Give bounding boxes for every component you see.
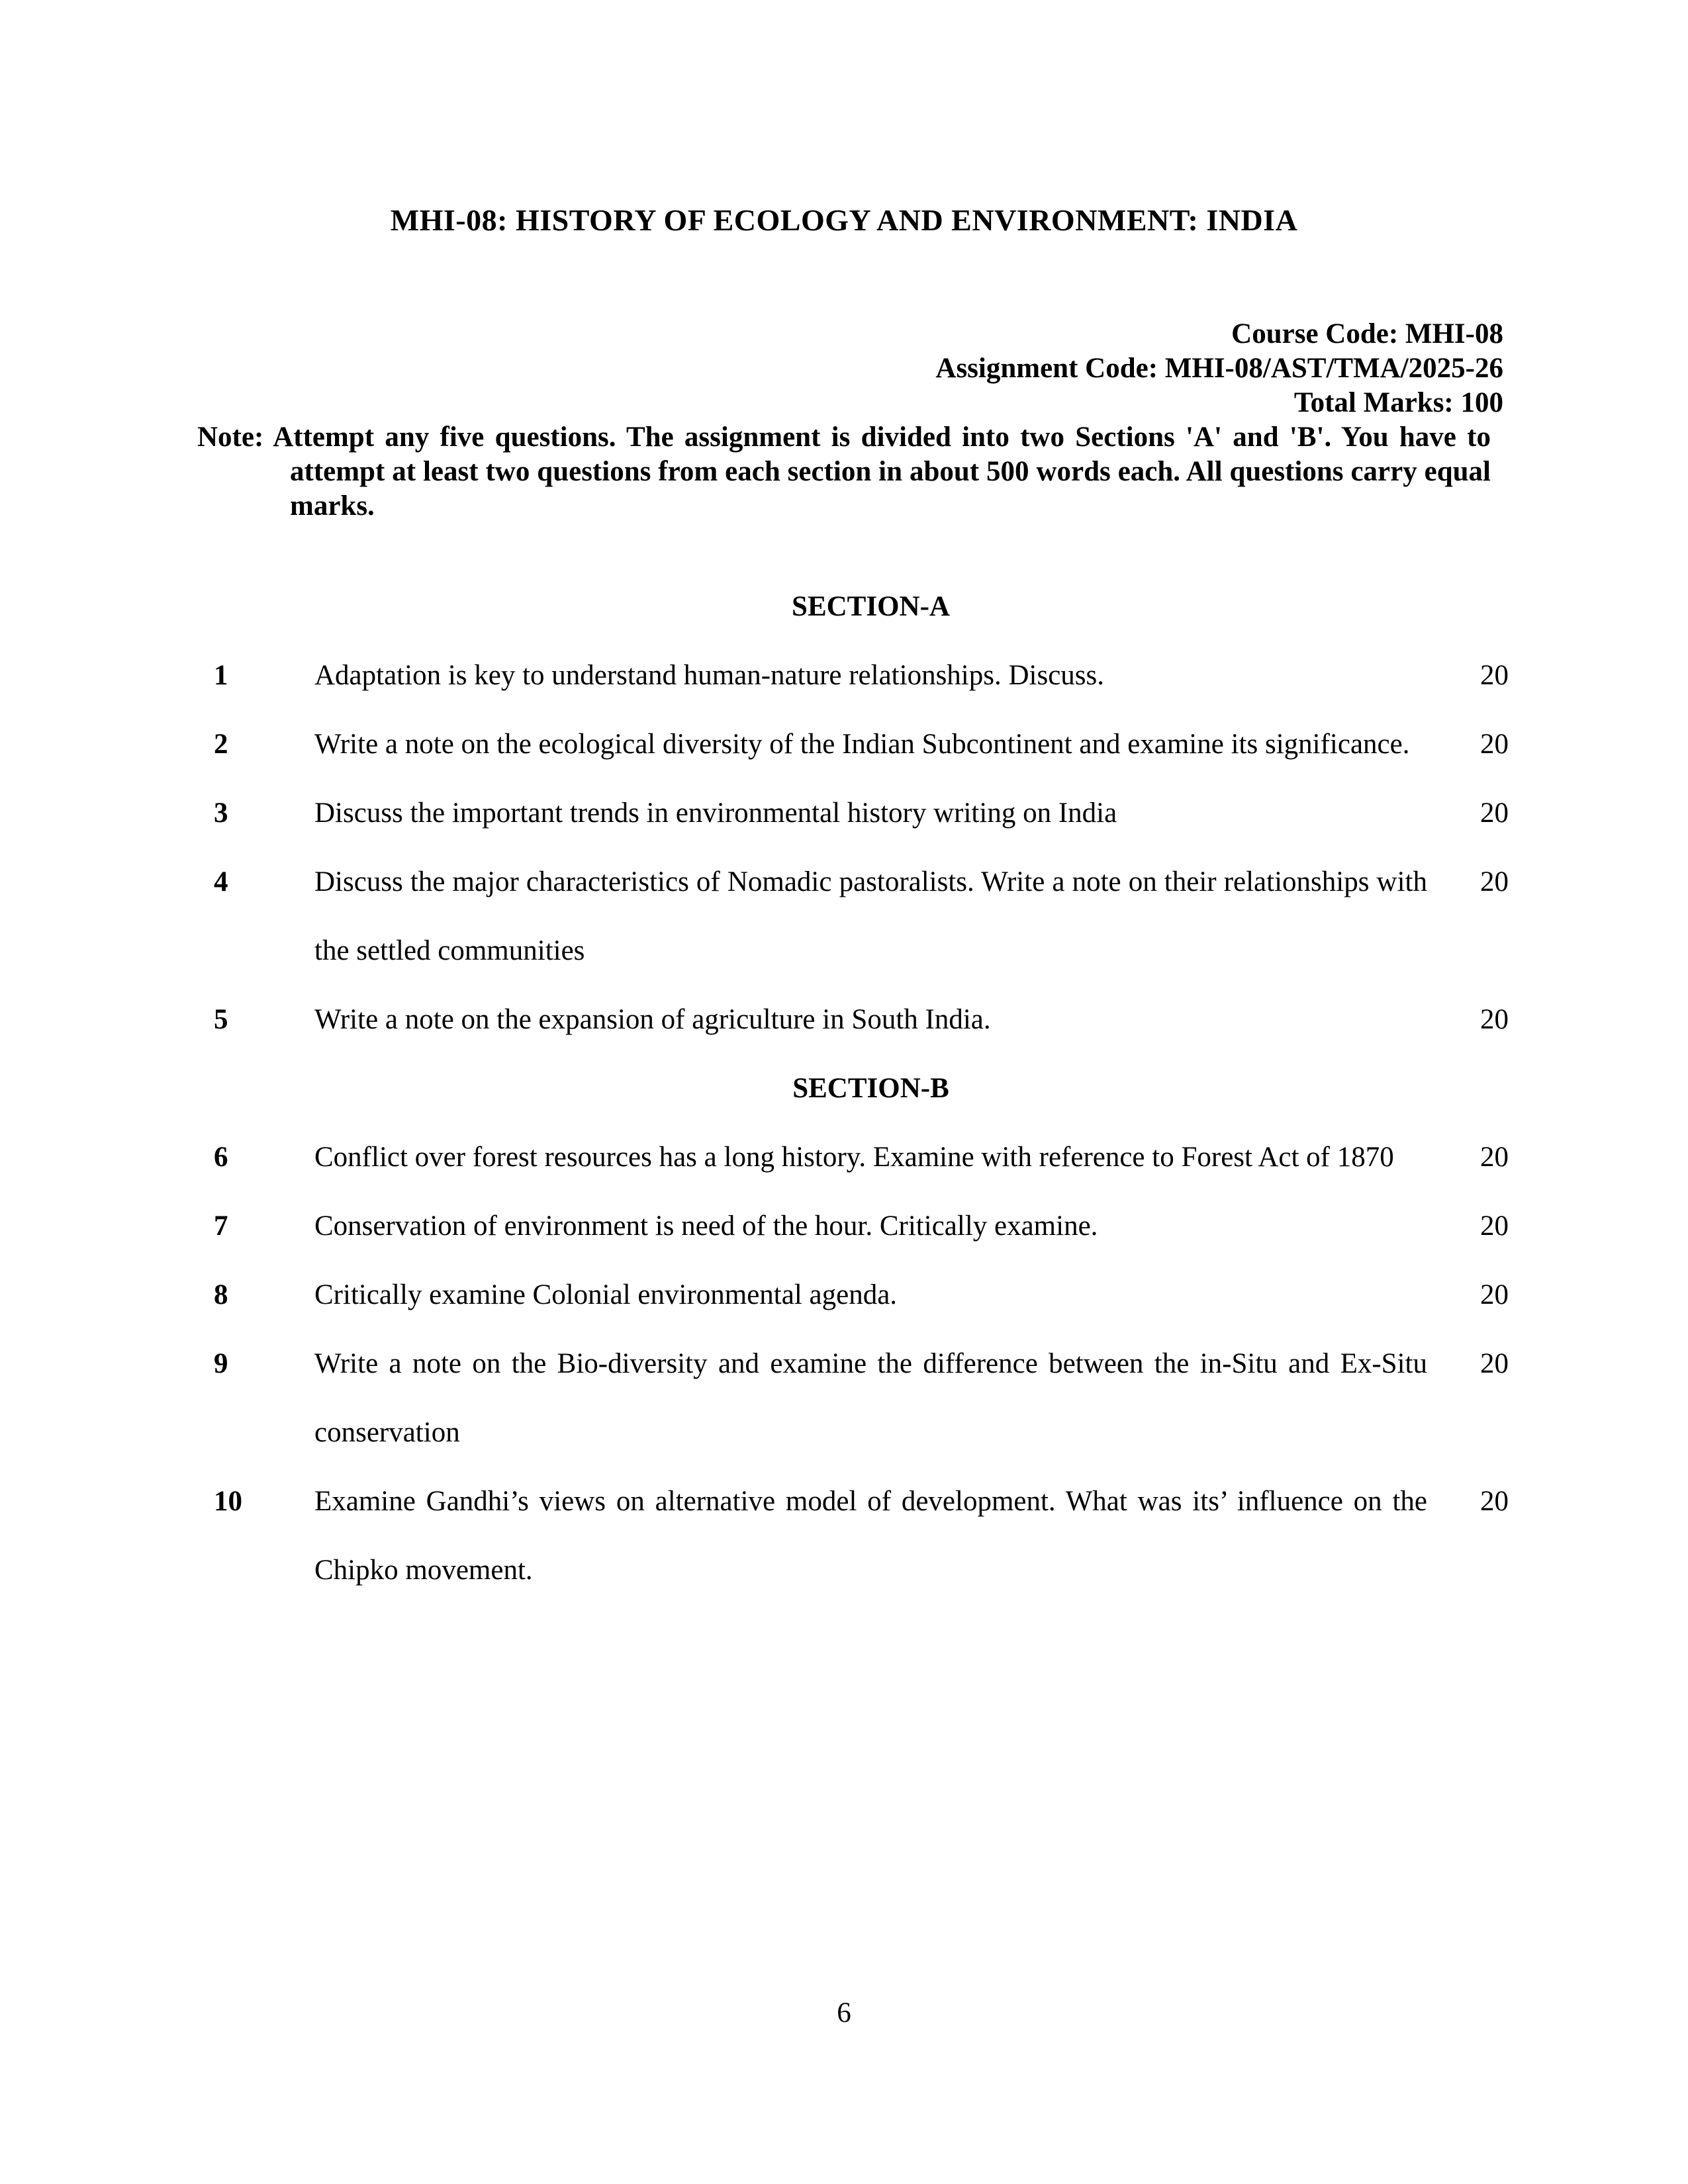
question-row: [214, 779, 1509, 848]
question-number: 1: [214, 660, 228, 691]
question-row: [214, 1261, 1509, 1330]
question-text: Critically examine Colonial environmental agenda.: [314, 1279, 898, 1310]
section-a-heading: SECTION-A: [792, 591, 950, 622]
question-row: [214, 710, 1509, 779]
header-info: [0, 317, 1503, 420]
question-row: [214, 641, 1509, 710]
course-code: Course Code: MHI-08: [1231, 318, 1503, 349]
question-marks: 20: [1480, 1348, 1509, 1379]
question-number: 3: [214, 797, 228, 829]
question-marks: 20: [1480, 729, 1509, 760]
assignment-code: Assignment Code: MHI-08/AST/TMA/2025-26: [935, 353, 1503, 384]
question-number: 6: [214, 1142, 228, 1173]
question-text: Discuss the important trends in environmental history writing on India: [314, 797, 1117, 829]
page-number: 6: [837, 1997, 851, 2028]
question-row: [214, 1192, 1509, 1261]
question-marks: 20: [1480, 1486, 1509, 1517]
question-marks: 20: [1480, 1210, 1509, 1242]
question-text: Adaptation is key to understand human-nature relationships. Discuss.: [314, 660, 1105, 691]
question-number: 4: [214, 866, 228, 897]
page-title: MHI-08: HISTORY OF ECOLOGY AND ENVIRONMENT: INDIA: [390, 203, 1298, 237]
questions-area: [214, 572, 1509, 1605]
question-text: Conservation of environment is need of the hour. Critically examine.: [314, 1210, 1098, 1242]
question-marks: 20: [1480, 1142, 1509, 1173]
question-marks: 20: [1480, 1279, 1509, 1310]
question-row: [214, 1467, 1509, 1605]
note-label: Note:: [197, 422, 264, 453]
question-marks: 20: [1480, 660, 1509, 691]
question-number: 7: [214, 1210, 228, 1242]
question-text: Write a note on the expansion of agriculture in South India.: [314, 1004, 991, 1035]
section-b-heading: SECTION-B: [792, 1073, 949, 1104]
note-paragraph: [197, 420, 1491, 523]
question-text: Conflict over forest resources has a long history. Examine with reference to Forest Act of 1870: [314, 1142, 1394, 1173]
total-marks: Total Marks: 100: [1293, 387, 1503, 418]
question-row: [214, 1330, 1509, 1467]
question-marks: 20: [1480, 866, 1509, 897]
question-text: Write a note on the ecological diversity of the Indian Subcontinent and examine its significance.: [314, 729, 1410, 760]
question-text: Discuss the major characteristics of Nomadic pastoralists. Write a note on their relationships with the settled communities: [314, 866, 1427, 966]
question-text: Write a note on the Bio-diversity and examine the difference between the in-Situ and Ex-Situ conservation: [314, 1348, 1427, 1448]
note-text: Attempt any five questions. The assignment is divided into two Sections 'A' and 'B'. You have to attempt at least two questions from each section in about 500 words each. All questions carry equal marks.: [273, 422, 1491, 522]
question-row: [214, 848, 1509, 985]
question-text: Examine Gandhi’s views on alternative model of development. What was its’ influence on the Chipko movement.: [314, 1486, 1427, 1586]
question-number: 5: [214, 1004, 228, 1035]
question-row: [214, 985, 1509, 1054]
question-number: 2: [214, 729, 228, 760]
question-number: 9: [214, 1348, 228, 1379]
question-marks: 20: [1480, 1004, 1509, 1035]
question-row: [214, 1123, 1509, 1192]
question-number: 10: [214, 1486, 242, 1517]
question-marks: 20: [1480, 797, 1509, 829]
question-number: 8: [214, 1279, 228, 1310]
